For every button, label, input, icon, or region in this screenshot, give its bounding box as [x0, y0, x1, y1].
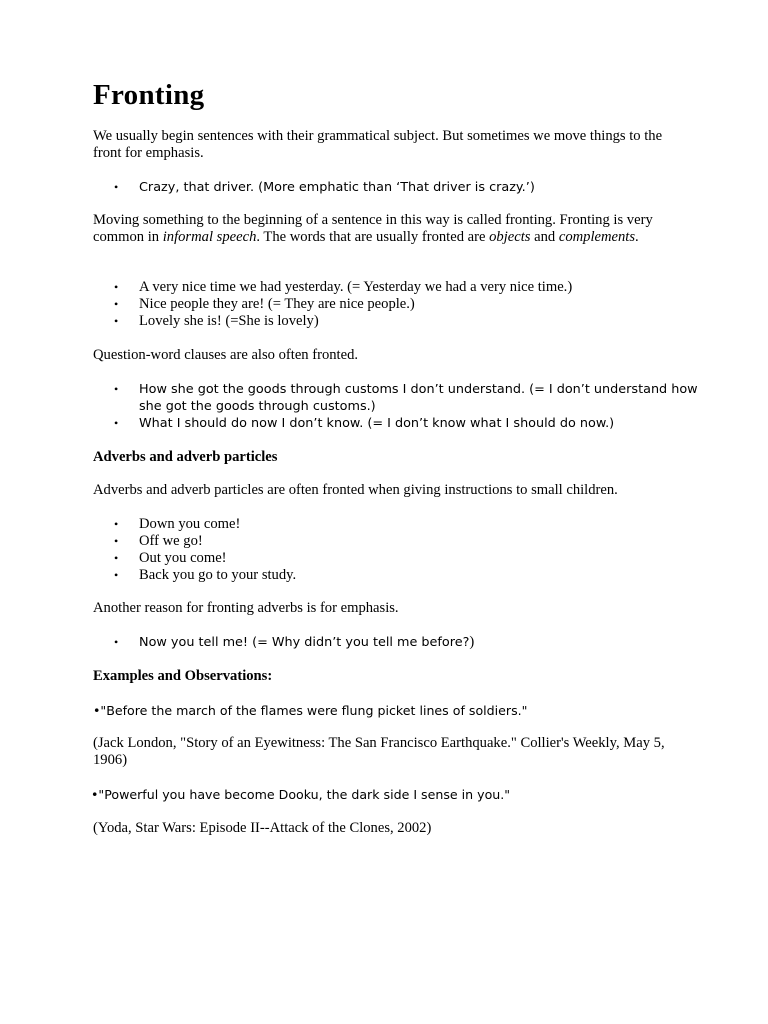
list-item [93, 179, 713, 196]
paragraph-text: Moving something to the beginning of a sentence in this way is called fronting. Fronting is very common in [93, 212, 653, 245]
list-item-text: Off we go! [139, 533, 203, 549]
list-item-text: Back you go to your study. [139, 567, 297, 583]
list-item [93, 516, 713, 533]
page-title: Fronting [93, 79, 205, 111]
emphasis-complements: complements [558, 229, 636, 245]
list-item-text: Crazy, that driver. (More emphatic than ‘That driver is crazy.’) [139, 180, 535, 195]
fronting-definition-paragraph [93, 212, 693, 246]
bullet-icon: • [114, 297, 119, 311]
paragraph-text: . [635, 229, 639, 245]
bullet-icon: • [114, 416, 119, 430]
adverb-examples-list [93, 516, 713, 584]
emphasis-informal-speech: informal speech [162, 229, 257, 245]
question-word-paragraph: Question-word clauses are also often fronted. [93, 347, 359, 363]
bullet-icon: • [114, 534, 119, 548]
emphasis-paragraph: Another reason for fronting adverbs is for emphasis. [93, 600, 399, 616]
list-item [93, 550, 713, 567]
bullet-icon: • [114, 635, 119, 649]
emphasis-example-list [93, 179, 713, 196]
list-item [93, 296, 713, 313]
question-word-list [93, 381, 713, 432]
list-item-text-end: ) [469, 634, 475, 650]
bullet-icon: • [114, 180, 119, 194]
list-item [93, 533, 713, 550]
section-heading-adverbs: Adverbs and adverb particles [93, 449, 278, 465]
bullet-icon: • [114, 517, 119, 531]
list-item-text: Lovely she is! (=She is lovely) [139, 313, 319, 329]
list-item-text: Nice people they are! (= They are nice people.) [139, 296, 415, 312]
list-item [93, 634, 713, 651]
emphasis-adverb-list [93, 634, 713, 651]
list-item [93, 567, 713, 584]
section-heading-examples: Examples and Observations: [93, 668, 273, 684]
fronted-objects-list [93, 279, 713, 330]
paragraph-text: and [530, 229, 559, 245]
list-item-text: Out you come! [139, 550, 227, 566]
bullet-icon: • [114, 314, 119, 328]
emphasis-objects: objects [489, 229, 531, 245]
list-item [93, 381, 713, 415]
list-item-text: What I should do now I don’t know. (= I don’t know what I should do now.) [139, 416, 615, 431]
list-item-text: Now you tell me! (= Why didn’t you tell me before? [139, 635, 470, 650]
quote-jack-london: •"Before the march of the flames were flung picket lines of soldiers." [93, 703, 528, 718]
intro-paragraph: We usually begin sentences with their grammatical subject. But sometimes we move things to the front for emphasis. [93, 128, 663, 161]
bullet-icon: • [114, 280, 119, 294]
list-item-text: A very nice time we had yesterday. (= Yesterday we had a very nice time.) [139, 279, 573, 295]
list-item [93, 313, 713, 330]
list-item-text: Down you come! [139, 516, 241, 532]
paragraph-text: . The words that are usually fronted are [256, 229, 490, 245]
bullet-icon: • [114, 551, 119, 565]
adverbs-paragraph: Adverbs and adverb particles are often fronted when giving instructions to small children. [93, 482, 618, 498]
list-item-text: How she got the goods through customs I don’t understand. (= I don’t understand how she got the goods through customs.) [139, 382, 698, 414]
bullet-icon: • [114, 382, 119, 396]
citation-yoda: (Yoda, Star Wars: Episode II--Attack of the Clones, 2002) [93, 820, 432, 836]
bullet-icon: • [114, 568, 119, 582]
list-item [93, 279, 713, 296]
quote-yoda: •"Powerful you have become Dooku, the dark side I sense in you." [91, 787, 511, 802]
citation-jack-london: (Jack London, "Story of an Eyewitness: The San Francisco Earthquake." Collier's Weekly, May 5, 1906) [93, 735, 665, 768]
list-item [93, 415, 713, 432]
